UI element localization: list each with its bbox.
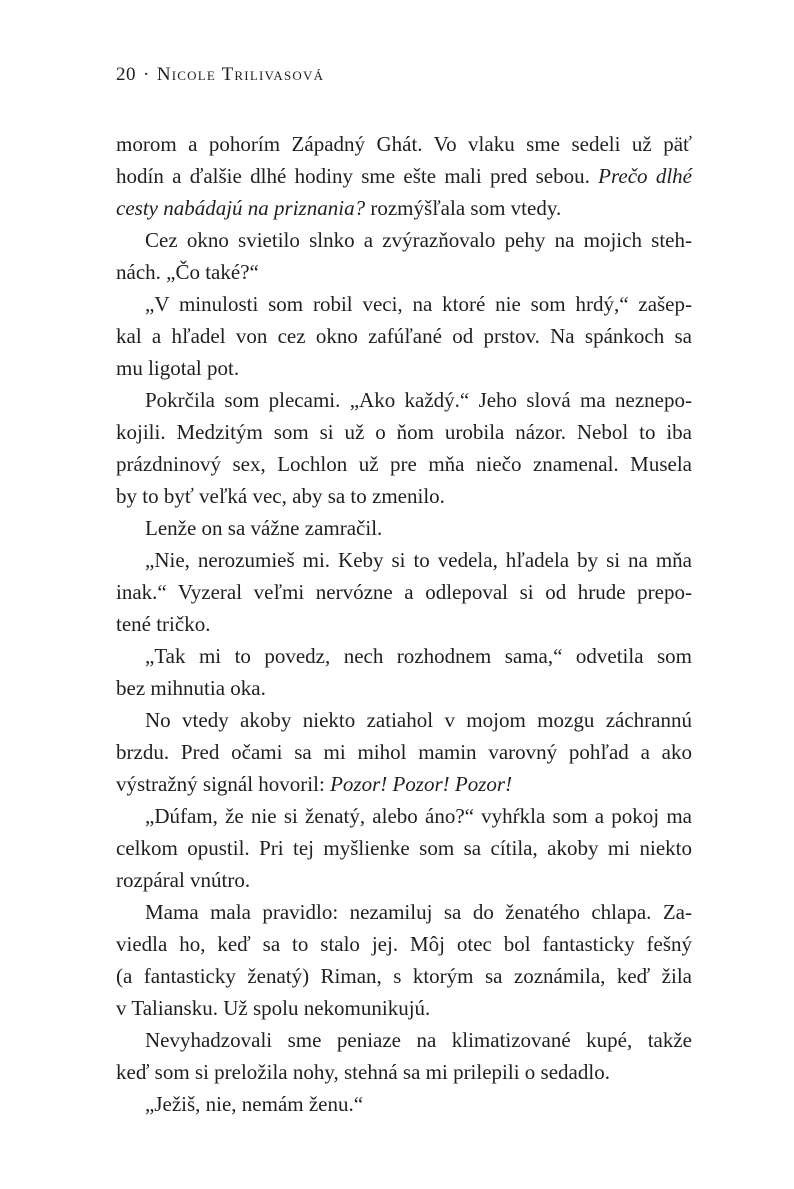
text-segment: Mama mala pravidlo: nezamiluj sa do ženatého chlapa. Za- (145, 900, 692, 924)
text-line (116, 544, 692, 576)
text-segment: (a fantasticky ženatý) Riman, s ktorým sa zoznámila, keď žila (116, 964, 692, 988)
paragraph (116, 384, 692, 512)
paragraph (116, 288, 692, 384)
text-segment: hodín a ďalšie dlhé hodiny sme ešte mali pred sebou. (116, 164, 599, 188)
text-segment: „Tak mi to povedz, nech rozhodnem sama,“ odvetila som (145, 644, 692, 668)
paragraph (116, 224, 692, 288)
text-line (116, 704, 692, 736)
text-line (116, 832, 692, 864)
text-segment: Lenže on sa vážne zamračil. (145, 516, 383, 540)
text-line (116, 1088, 692, 1120)
paragraph (116, 896, 692, 1024)
text-line (116, 736, 692, 768)
text-line (116, 640, 692, 672)
text-segment: výstražný signál hovoril: (116, 772, 331, 796)
paragraph (116, 704, 692, 800)
text-line (116, 160, 692, 192)
paragraph (116, 512, 692, 544)
header-separator: · (143, 64, 150, 85)
text-segment: by to byť veľká vec, aby sa to zmenilo. (116, 484, 445, 508)
text-line (116, 1056, 692, 1088)
text-segment: rozmýšľala som vtedy. (365, 196, 562, 220)
text-segment: tené tričko. (116, 612, 211, 636)
paragraph (116, 544, 692, 640)
text-line (116, 224, 692, 256)
text-segment: prázdninový sex, Lochlon už pre mňa niečo znamenal. Musela (116, 452, 692, 476)
text-segment: „Ježiš, nie, nemám ženu.“ (145, 1092, 364, 1116)
text-line (116, 320, 692, 352)
body-text (116, 128, 692, 1120)
text-line (116, 864, 692, 896)
text-line (116, 672, 692, 704)
text-segment: inak.“ Vyzeral veľmi nervózne a odlepoval si od hrude prepo- (116, 580, 692, 604)
paragraph (116, 128, 692, 224)
text-segment: bez mihnutia oka. (116, 676, 266, 700)
text-segment: keď som si preložila nohy, stehná sa mi prilepili o sedadlo. (116, 1060, 610, 1084)
text-line (116, 128, 692, 160)
text-line (116, 1024, 692, 1056)
italic-text: Pozor! Pozor! Pozor! (330, 772, 513, 796)
text-line (116, 928, 692, 960)
text-line (116, 992, 692, 1024)
text-segment: mu ligotal pot. (116, 356, 240, 380)
author-name: Nicole Trilivasová (156, 64, 325, 85)
paragraph (116, 1088, 692, 1120)
italic-text: cesty nabádajú na priznania? (116, 196, 366, 220)
text-segment: v Taliansku. Už spolu nekomunikujú. (116, 996, 431, 1020)
paragraph (116, 640, 692, 704)
text-segment: brzdu. Pred očami sa mi mihol mamin varovný pohľad a ako (116, 740, 692, 764)
running-head (116, 64, 324, 86)
text-line (116, 384, 692, 416)
page-number: 20 (116, 64, 136, 85)
text-segment: kojili. Medzitým som si už o ňom urobila názor. Nebol to iba (116, 420, 692, 444)
text-line (116, 352, 692, 384)
text-line (116, 768, 692, 800)
text-segment: „Dúfam, že nie si ženatý, alebo áno?“ vyhŕkla som a pokoj ma (145, 804, 692, 828)
text-line (116, 256, 692, 288)
text-segment: „Nie, nerozumieš mi. Keby si to vedela, hľadela by si na mňa (145, 548, 692, 572)
text-line (116, 896, 692, 928)
text-line (116, 416, 692, 448)
text-segment: viedla ho, keď sa to stalo jej. Môj otec bol fantasticky fešný (116, 932, 692, 956)
italic-text: Prečo dlhé (598, 164, 692, 188)
text-segment: Cez okno svietilo slnko a zvýrazňovalo pehy na mojich steh- (145, 228, 692, 252)
text-line (116, 608, 692, 640)
text-segment: „V minulosti som robil veci, na ktoré nie som hrdý,“ zašep- (145, 292, 692, 316)
text-line (116, 480, 692, 512)
text-line (116, 288, 692, 320)
text-line (116, 512, 692, 544)
text-line (116, 800, 692, 832)
text-segment: rozpáral vnútro. (116, 868, 251, 892)
text-line (116, 960, 692, 992)
text-segment: celkom opustil. Pri tej myšlienke som sa cítila, akoby mi niekto (116, 836, 692, 860)
paragraph (116, 1024, 692, 1088)
text-segment: No vtedy akoby niekto zatiahol v mojom mozgu záchrannú (145, 708, 692, 732)
text-segment: morom a pohorím Západný Ghát. Vo vlaku sme sedeli už päť (116, 132, 692, 156)
text-line (116, 448, 692, 480)
text-line (116, 192, 692, 224)
paragraph (116, 800, 692, 896)
text-segment: nách. „Čo také?“ (116, 260, 259, 284)
text-segment: kal a hľadel von cez okno zafúľané od prstov. Na spánkoch sa (116, 324, 692, 348)
text-segment: Nevyhadzovali sme peniaze na klimatizované kupé, takže (145, 1028, 692, 1052)
text-segment: Pokrčila som plecami. „Ako každý.“ Jeho slová ma neznepo- (145, 388, 692, 412)
text-line (116, 576, 692, 608)
